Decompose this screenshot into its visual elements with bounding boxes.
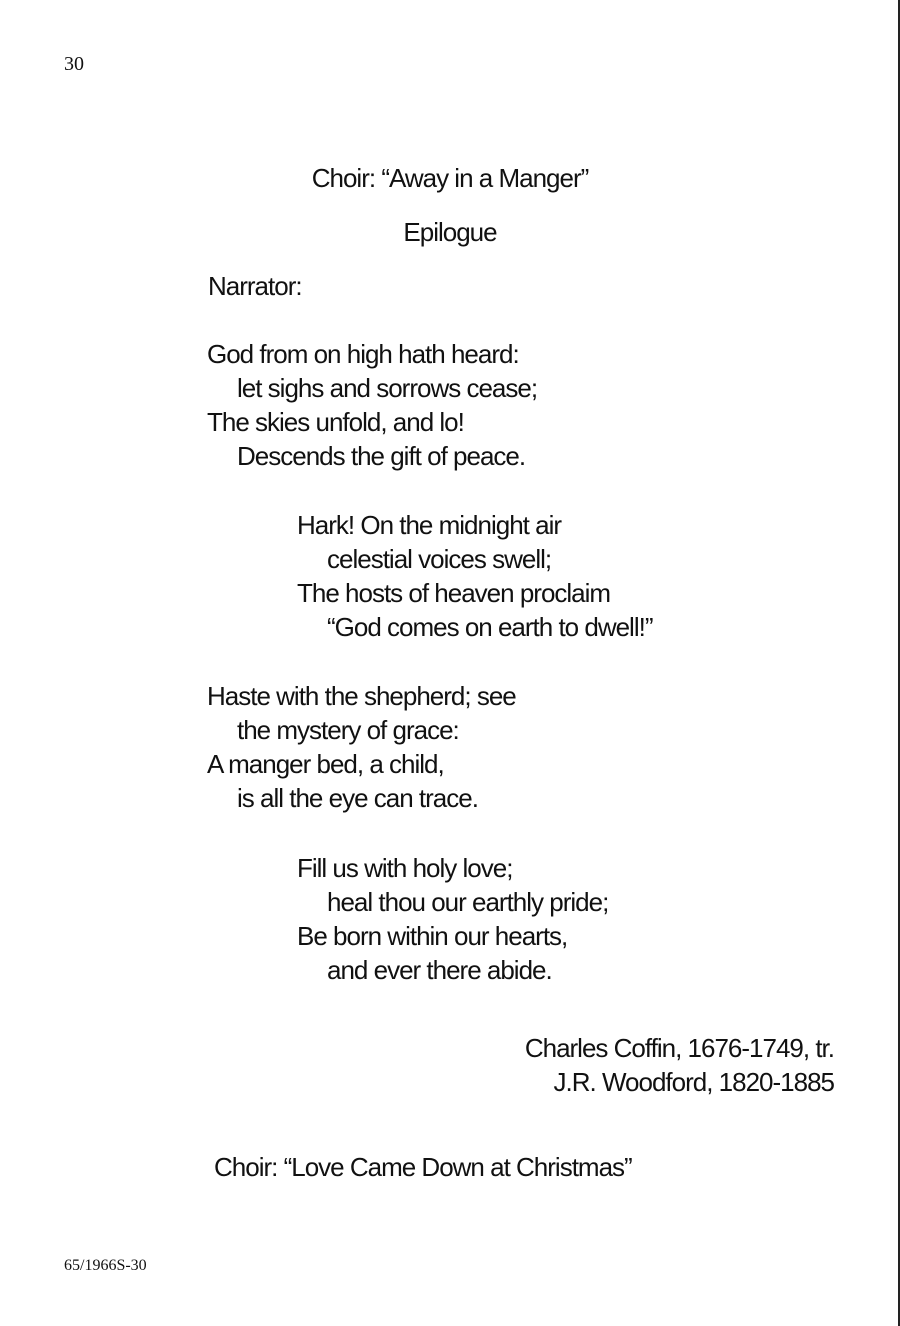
stanza-2 — [297, 508, 653, 644]
stanza-line: Fill us with holy love; — [297, 853, 513, 883]
stanza-line: Haste with the shepherd; see — [207, 681, 516, 711]
stanza-line: is all the eye can trace. — [237, 783, 478, 813]
page-number: 30 — [64, 53, 84, 75]
stanza-line: God from on high hath heard: — [207, 339, 519, 369]
choir-closing-heading: Choir: “Love Came Down at Christmas” — [214, 1152, 632, 1182]
stanza-line: “God comes on earth to dwell!” — [327, 612, 653, 642]
stanza-line: and ever there abide. — [327, 955, 552, 985]
stanza-line: The skies unfold, and lo! — [207, 407, 464, 437]
stanza-line: let sighs and sorrows cease; — [237, 373, 538, 403]
stanza-line: celestial voices swell; — [327, 544, 552, 574]
attribution-translator: J.R. Woodford, 1820-1885 — [553, 1067, 834, 1097]
stanza-3 — [207, 679, 516, 815]
stanza-1 — [207, 337, 537, 473]
stanza-4 — [297, 851, 608, 987]
stanza-line: A manger bed, a child, — [207, 749, 444, 779]
choir-opening-heading: Choir: “Away in a Manger” — [311, 163, 589, 193]
stanza-line: heal thou our earthly pride; — [327, 887, 609, 917]
section-title: Epilogue — [403, 217, 497, 247]
attribution-author: Charles Coffin, 1676-1749, tr. — [524, 1033, 834, 1063]
stanza-line: Descends the gift of peace. — [237, 441, 526, 471]
footer-code: 65/1966S-30 — [64, 1257, 147, 1274]
stanza-line: Hark! On the midnight air — [297, 510, 562, 540]
hymn-attribution — [525, 1031, 834, 1099]
stanza-line: the mystery of grace: — [237, 715, 459, 745]
speaker-label: Narrator: — [208, 271, 302, 301]
stanza-line: Be born within our hearts, — [297, 921, 568, 951]
stanza-line: The hosts of heaven proclaim — [297, 578, 611, 608]
